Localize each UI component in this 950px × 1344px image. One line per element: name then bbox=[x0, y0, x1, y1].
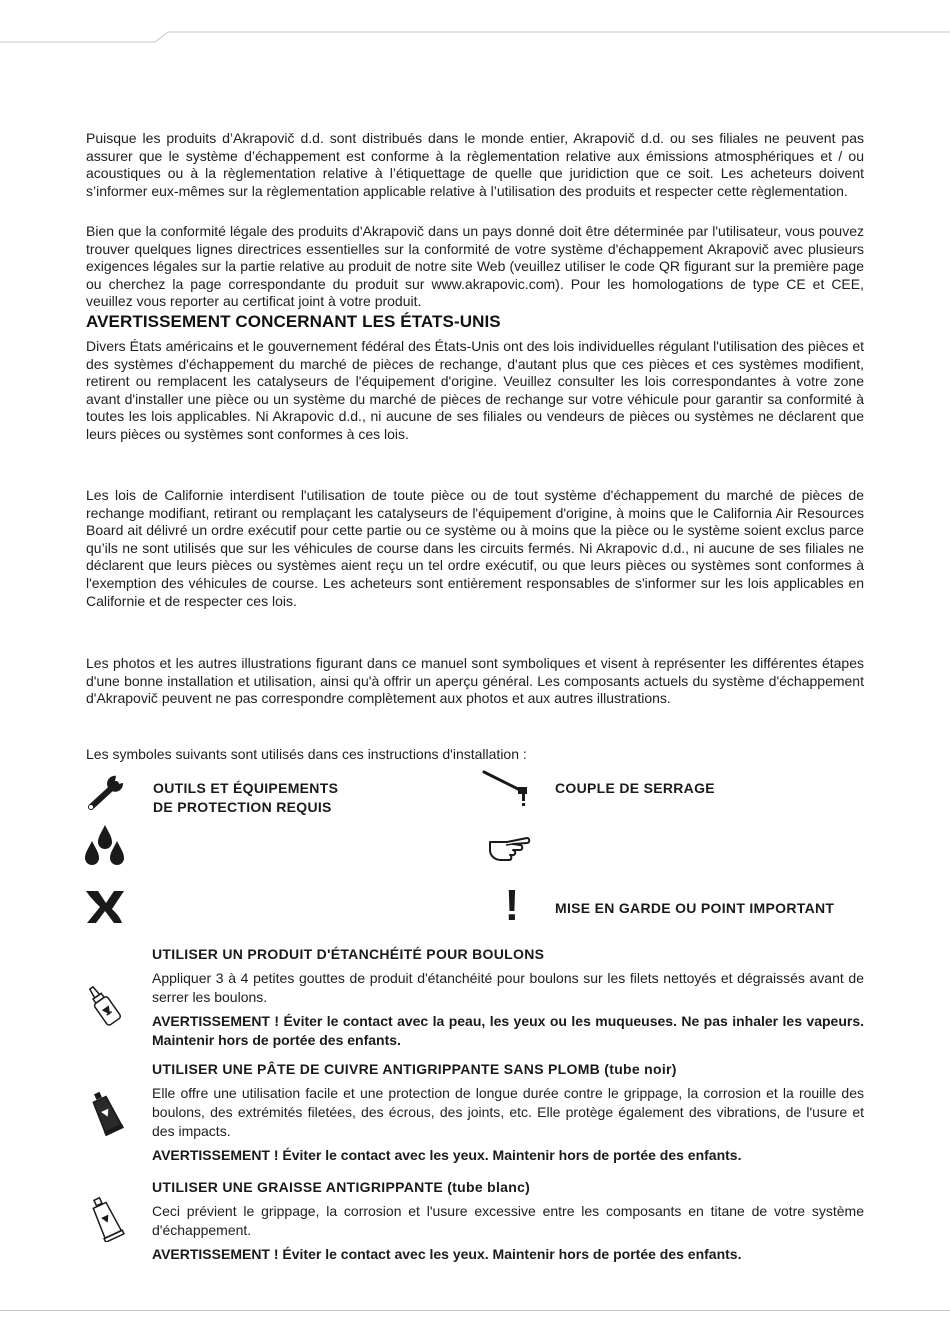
tools-label-line2: DE PROTECTION REQUIS bbox=[153, 799, 332, 815]
thread-locker-text: Appliquer 3 à 4 petites gouttes de produit d'étanchéité pour boulons sur les filets nettoyés et dégraissés avant de serrer les boulons. bbox=[152, 970, 864, 1005]
us-warning-heading: AVERTISSEMENT CONCERNANT LES ÉTATS-UNIS bbox=[86, 312, 501, 331]
header-rule bbox=[0, 0, 950, 50]
thread-locker-bottle-icon bbox=[84, 982, 124, 1030]
torque-label: COUPLE DE SERRAGE bbox=[555, 780, 715, 796]
copper-paste-warning: AVERTISSEMENT ! Éviter le contact avec les yeux. Maintenir hors de portée des enfants. bbox=[152, 1147, 742, 1163]
paragraph-distribution: Puisque les produits d’Akrapovič d.d. sont distribués dans le monde entier, Akrapovič d.d. ou ses filiales ne peuvent pas assurer que le système d’échappement est conforme à la règlementation relative aux émissions atmosphériques et / ou acoustiques ou à la règlementation relative à l’étiquettage de quelle que juridiction que ce soit. Les acheteurs doivent s’informer eux-mêmes sur la règlementation applicable relative à l’utilisation des produits et respecter cette règlementation. bbox=[86, 130, 864, 199]
copper-paste-text: Elle offre une utilisation facile et une protection de longue durée contre le grippage, la corrosion et la rouille des boulons, des extrémités filetées, des écrous, des joints, etc. Elle protège également des vibrations, de l'usure et des impacts. bbox=[152, 1085, 864, 1139]
grease-text: Ceci prévient le grippage, la corrosion et l'usure excessive entre les composants en titane de votre système d'échappement. bbox=[152, 1203, 864, 1238]
thread-locker-title: UTILISER UN PRODUIT D'ÉTANCHÉITÉ POUR BOULONS bbox=[152, 946, 545, 962]
tools-label bbox=[153, 779, 338, 817]
copper-paste-title: UTILISER UNE PÂTE DE CUIVRE ANTIGRIPPANTE SANS PLOMB (tube noir) bbox=[152, 1061, 677, 1077]
footer-rule bbox=[0, 1310, 950, 1311]
hand-pointing-icon bbox=[487, 832, 531, 866]
wrench-icon bbox=[84, 772, 128, 814]
warning-label: MISE EN GARDE OU POINT IMPORTANT bbox=[555, 900, 835, 916]
torque-wrench-icon bbox=[482, 768, 532, 808]
grease-tube-icon bbox=[86, 1196, 126, 1242]
exclamation-icon: ! bbox=[504, 881, 520, 930]
grease-title: UTILISER UNE GRAISSE ANTIGRIPPANTE (tube blanc) bbox=[152, 1179, 531, 1195]
akrapovic-logo-icon bbox=[84, 887, 126, 927]
tools-label-line1: OUTILS ET ÉQUIPEMENTS bbox=[153, 780, 339, 796]
drops-icon bbox=[84, 823, 126, 867]
grease-warning: AVERTISSEMENT ! Éviter le contact avec les yeux. Maintenir hors de portée des enfants. bbox=[152, 1246, 742, 1262]
paragraph-california: Les lois de Californie interdisent l'utilisation de toute pièce ou de tout système d'échappement du marché de pièces de rechange modifiant, retirant ou remplaçant les catalyseurs de l'équipement d'origine, à moins que le California Air Resources Board ait délivré un ordre exécutif pour cette partie ou ce système ou à moins que la pièce ou le système soient exclus parce qu’ils ne sont utilisés que sur les véhicules de course dans les circuits fermés. Ni Akrapovic d.d., ni aucune de ses filiales ne déclarent que leurs pièces ou systèmes aient reçu un tel ordre exécutif, ou que leurs pièces ou systèmes sont conformes à l'exemption des véhicules de course. Les acheteurs sont entièrement responsables de s'informer sur les lois applicables en Californie et de respecter ces lois. bbox=[86, 487, 864, 609]
paragraph-us-laws: Divers États américains et le gouvernement fédéral des États-Unis ont des lois individuelles régulant l'utilisation des pièces et des systèmes d'échappement du marché de pièces de rechange, d'autant plus que ces pièces et ces systèmes modifient, retirent ou remplacent les catalyseurs de l'équipement d'origine. Veuillez consulter les lois correspondantes à votre zone avant d'installer une pièce ou un système du marché de pièces de rechange sur votre véhicule pour garantir sa conformité à toutes les lois applicables. Ni Akrapovic d.d., ni aucune de ses filiales ou vendeurs de pièces ou systèmes ne déclarent que leurs pièces ou systèmes sont conformes à ces lois. bbox=[86, 338, 864, 442]
symbols-intro: Les symboles suivants sont utilisés dans ces instructions d'installation : bbox=[86, 746, 527, 762]
thread-locker-warning: AVERTISSEMENT ! Éviter le contact avec la peau, les yeux ou les muqueuses. Ne pas inhaler les vapeurs. Maintenir hors de portée des enfants. bbox=[152, 1013, 864, 1048]
copper-paste-tube-icon bbox=[86, 1090, 126, 1136]
paragraph-legal-conformity: Bien que la conformité légale des produits d'Akrapovič dans un pays donné doit être déterminée par l'utilisateur, vous pouvez trouver quelques lignes directrices essentielles sur la conformité de votre système d'échappement Akrapovič avec plusieurs exigences légales sur la partie relative au produit de notre site Web (veuillez utiliser le code QR figurant sur la première page ou cherchez la page correspondante du produit sur www.akrapovic.com). Pour les homologations de type CE et CEE, veuillez vous reporter au certificat joint à votre produit. bbox=[86, 223, 864, 310]
paragraph-illustrations: Les photos et les autres illustrations figurant dans ce manuel sont symboliques et visent à représenter les différentes étapes d'une bonne installation et utilisation, ainsi qu'à offrir un aperçu général. Les composants actuels du système d'échappement d'Akrapovič peuvent ne pas correspondre complètement aux photos et aux autres illustrations. bbox=[86, 655, 864, 707]
